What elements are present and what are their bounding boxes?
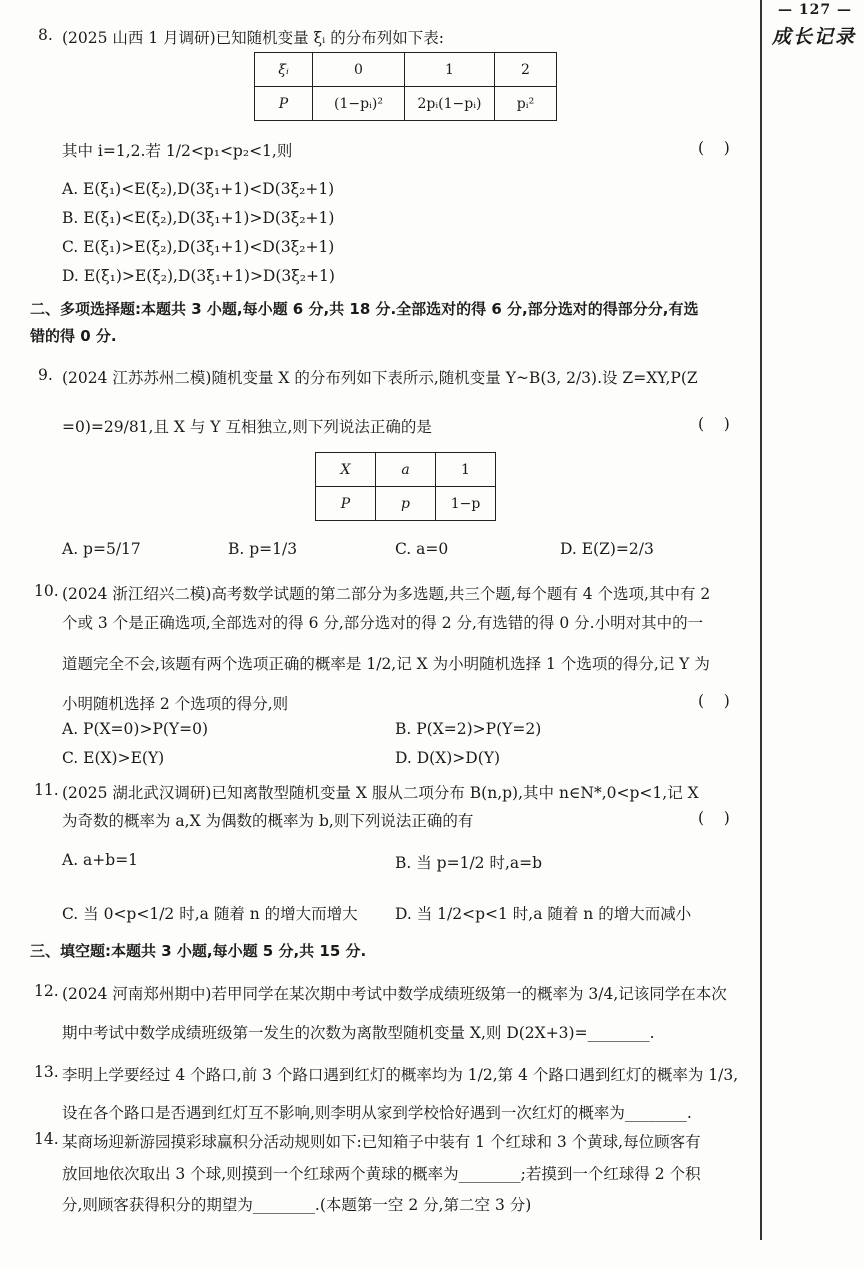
table-cell: X xyxy=(316,453,376,487)
q8-option-b: B. E(ξ₁)<E(ξ₂),D(3ξ₁+1)>D(3ξ₂+1) xyxy=(62,209,335,227)
table-cell: p xyxy=(376,487,436,521)
q11-line-2: 为奇数的概率为 a,X 为偶数的概率为 b,则下列说法正确的有 xyxy=(62,812,474,830)
q14-line-1: 某商场迎新游园摸彩球赢积分活动规则如下:已知箱子中装有 1 个红球和 3 个黄球,每位顾客有 xyxy=(62,1133,701,1151)
q12-line-1: (2024 河南郑州期中)若甲同学在某次期中考试中数学成绩班级第一的概率为 3/4,记该同学在本次 xyxy=(62,985,727,1003)
q14-line-2: 放回地依次取出 3 个球,则摸到一个红球两个黄球的概率为________;若摸到一个红球得 2 个积 xyxy=(62,1165,701,1183)
table-cell: P xyxy=(255,87,313,121)
answer-paren: ( ) xyxy=(698,415,730,433)
answer-paren: ( ) xyxy=(698,809,730,827)
table-cell: 0 xyxy=(313,53,405,87)
q11-option-d: D. 当 1/2<p<1 时,a 随着 n 的增大而减小 xyxy=(395,905,692,923)
table-cell: P xyxy=(316,487,376,521)
q14-line-3: 分,则顾客获得积分的期望为________.(本题第一空 2 分,第二空 3 分) xyxy=(62,1196,532,1214)
question-number: 9. xyxy=(38,366,53,384)
table-cell: pᵢ² xyxy=(495,87,557,121)
table-cell: ξᵢ xyxy=(255,53,313,87)
q10-option-d: D. D(X)>D(Y) xyxy=(395,749,501,767)
table-cell: 1 xyxy=(405,53,495,87)
q8-option-c: C. E(ξ₁)>E(ξ₂),D(3ξ₁+1)<D(3ξ₂+1) xyxy=(62,238,335,256)
question-number: 12. xyxy=(34,982,59,1000)
q9-line-2: =0)=29/81,且 X 与 Y 互相独立,则下列说法正确的是 xyxy=(62,418,432,436)
q12-line-2: 期中考试中数学成绩班级第一发生的次数为离散型随机变量 X,则 D(2X+3)=________. xyxy=(62,1024,655,1042)
q9-line-1: (2024 江苏苏州二模)随机变量 X 的分布列如下表所示,随机变量 Y~B(3, 2/3).设 Z=XY,P(Z xyxy=(62,369,698,387)
q8-stem: (2025 山西 1 月调研)已知随机变量 ξᵢ 的分布列如下表: xyxy=(62,29,444,47)
q13-line-1: 李明上学要经过 4 个路口,前 3 个路口遇到红灯的概率均为 1/2,第 4 个路口遇到红灯的概率为 1/3, xyxy=(62,1066,739,1084)
question-number: 10. xyxy=(34,582,59,600)
margin-divider xyxy=(760,0,762,1240)
table-cell: 1−p xyxy=(436,487,496,521)
q11-option-c: C. 当 0<p<1/2 时,a 随着 n 的增大而增大 xyxy=(62,905,358,923)
q9-distribution-table xyxy=(315,452,496,521)
q9-option-c: C. a=0 xyxy=(395,540,449,558)
q10-line-4: 小明随机选择 2 个选项的得分,则 xyxy=(62,695,289,713)
question-number: 14. xyxy=(34,1130,59,1148)
table-row xyxy=(316,453,496,487)
question-number: 11. xyxy=(34,781,59,799)
table-row xyxy=(316,487,496,521)
q9-option-b: B. p=1/3 xyxy=(228,540,298,558)
q10-line-3: 道题完全不会,该题有两个选项正确的概率是 1/2,记 X 为小明随机选择 1 个选项的得分,记 Y 为 xyxy=(62,655,710,673)
section-3-heading: 三、填空题:本题共 3 小题,每小题 5 分,共 15 分. xyxy=(30,942,367,960)
q11-option-b: B. 当 p=1/2 时,a=b xyxy=(395,854,543,872)
q10-option-b: B. P(X=2)>P(Y=2) xyxy=(395,720,542,738)
table-row xyxy=(255,87,557,121)
q11-line-1: (2025 湖北武汉调研)已知离散型随机变量 X 服从二项分布 B(n,p),其中 n∈N*,0<p<1,记 X xyxy=(62,784,699,802)
table-cell: 2pᵢ(1−pᵢ) xyxy=(405,87,495,121)
answer-paren: ( ) xyxy=(698,139,730,157)
answer-paren: ( ) xyxy=(698,692,730,710)
table-row xyxy=(255,53,557,87)
table-cell: 1 xyxy=(436,453,496,487)
q8-option-a: A. E(ξ₁)<E(ξ₂),D(3ξ₁+1)<D(3ξ₂+1) xyxy=(62,180,335,198)
q8-condition: 其中 i=1,2.若 1/2<p₁<p₂<1,则 xyxy=(62,142,293,160)
q11-option-a: A. a+b=1 xyxy=(62,851,139,869)
q10-option-c: C. E(X)>E(Y) xyxy=(62,749,165,767)
table-cell: (1−pᵢ)² xyxy=(313,87,405,121)
q10-line-1: (2024 浙江绍兴二模)高考数学试题的第二部分为多选题,共三个题,每个题有 4 个选项,其中有 2 xyxy=(62,585,711,603)
question-number: 8. xyxy=(38,26,53,44)
section-2-heading-cont: 错的得 0 分. xyxy=(30,327,117,345)
section-2-heading: 二、多项选择题:本题共 3 小题,每小题 6 分,共 18 分.全部选对的得 6 分,部分选对的得部分分,有选 xyxy=(30,300,699,318)
q10-line-2: 个或 3 个是正确选项,全部选对的得 6 分,部分选对的得 2 分,有选错的得 0 分.小明对其中的一 xyxy=(62,614,704,632)
q9-option-a: A. p=5/17 xyxy=(62,540,141,558)
q9-option-d: D. E(Z)=2/3 xyxy=(560,540,654,558)
table-cell: a xyxy=(376,453,436,487)
q8-distribution-table xyxy=(254,52,557,121)
q13-line-2: 设在各个路口是否遇到红灯互不影响,则李明从家到学校恰好遇到一次红灯的概率为________. xyxy=(62,1104,692,1122)
question-number: 13. xyxy=(34,1063,59,1081)
page-number: — 127 — xyxy=(778,2,852,18)
q8-option-d: D. E(ξ₁)>E(ξ₂),D(3ξ₁+1)>D(3ξ₂+1) xyxy=(62,267,335,285)
q10-option-a: A. P(X=0)>P(Y=0) xyxy=(62,720,209,738)
side-title: 成长记录 xyxy=(771,26,856,48)
table-cell: 2 xyxy=(495,53,557,87)
